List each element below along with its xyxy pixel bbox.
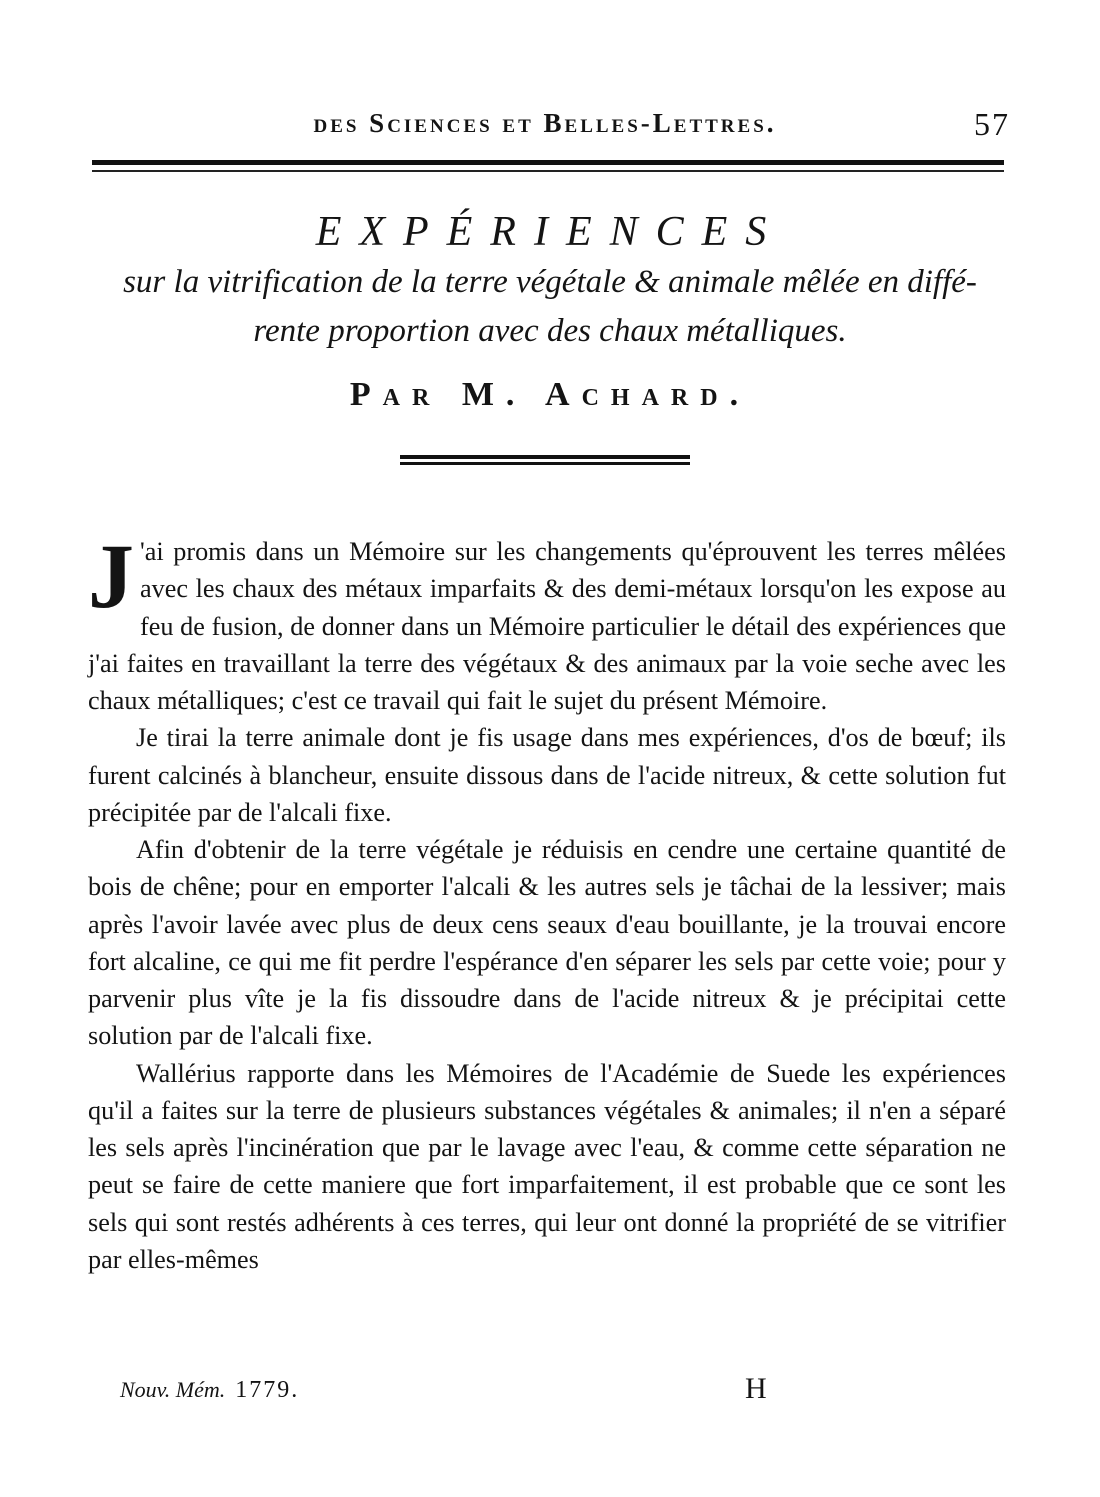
header-rule-thick — [92, 160, 1004, 165]
paragraph-1-text: 'ai promis dans un Mémoire sur les changements qu'éprouvent les terres mêlées avec les chaux des métaux imparfaits & des demi-métaux lorsqu'on les expose au feu de fusion, de donner dans un Mémoire particulier le détail des expériences que j'ai faites en travaillant la terre des végétaux & des animaux par la voie seche avec les chaux métalliques; c'est ce travail qui fait le sujet du présent Mémoire. — [88, 537, 1006, 715]
paragraph-4: Wallérius rapporte dans les Mémoires de l'Académie de Suede les expériences qu'il a faites sur la terre de plusieurs substances végétales & animales; il n'en a séparé les sels après l'incinération que par le lavage avec l'eau, & comme cette séparation ne peut se faire de cette maniere que fort imparfaitement, il est probable que ce sont les sels qui sont restés adhérents à ces terres, qui leur ont donné la propriété de se vitrifier par elles-mêmes — [88, 1058, 1006, 1274]
article-subtitle-line-2: rente proportion avec des chaux métalliques. — [253, 313, 847, 349]
title-rule-lower — [400, 462, 690, 465]
paragraph-2: Je tirai la terre animale dont je fis usage dans mes expériences, d'os de bœuf; ils furent calcinés à blancheur, ensuite dissous dans de l'acide nitreux, & cette solution fut précipitée par de l'alcali fixe. — [88, 723, 1006, 827]
article-author: Par M. Achard. — [349, 376, 751, 413]
footer-year: 1779. — [235, 1377, 300, 1403]
running-head — [0, 108, 1100, 148]
article-subtitle-line-1: sur la vitrification de la terre végétale & animale mêlée en diffé- — [123, 264, 977, 300]
body-text — [88, 525, 1006, 1278]
title-rule-upper — [400, 455, 690, 459]
article-title: EXPÉRIENCES — [315, 209, 785, 255]
drop-cap: J — [88, 525, 134, 627]
footer-source-title: Nouv. Mém. — [120, 1377, 226, 1402]
signature-mark: H — [745, 1372, 767, 1405]
paragraph-1 — [88, 525, 1006, 719]
running-title: des Sciences et Belles-Lettres. — [313, 108, 777, 138]
page-number: 57 — [974, 106, 1010, 142]
header-rule-thin — [92, 170, 1004, 172]
footer-source — [120, 1377, 299, 1404]
paragraph-3: Afin d'obtenir de la terre végétale je réduisis en cendre une certaine quantité de bois de chêne; pour en emporter l'alcali & les autres sels je tâchai de la lessiver; mais après l'avoir lavée avec plus de deux cens seaux d'eau bouillante, je la trouvai encore fort alcaline, ce qui me fit perdre l'espérance d'en séparer les sels par cette voie; pour y parvenir plus vîte je la fis dissoudre dans de l'acide nitreux & je précipitai cette solution par de l'alcali fixe. — [88, 835, 1006, 1051]
